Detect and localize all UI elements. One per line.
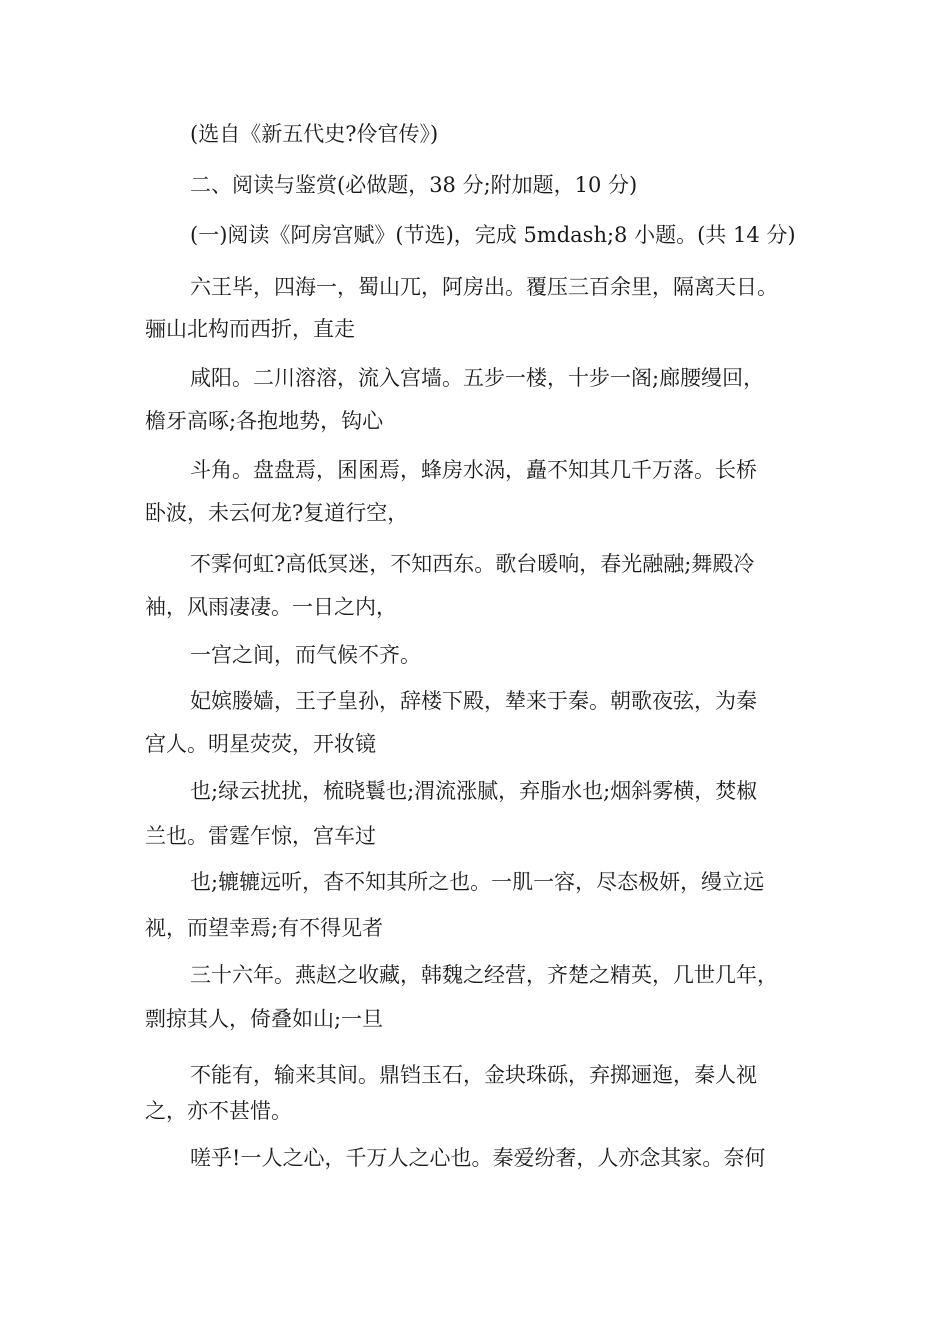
question-instruction: (一)阅读《阿房宫赋》(节选)，完成 5mdash;8 小题。(共 14 分) xyxy=(190,223,796,247)
text-line: 六王毕，四海一，蜀山兀，阿房出。覆压三百余里，隔离天日。 xyxy=(190,275,778,299)
text-line: 三十六年。燕赵之收藏，韩魏之经营，齐楚之精英，几世几年， xyxy=(190,963,778,987)
text-line: 视，而望幸焉;有不得见者 xyxy=(145,916,384,940)
text-line: 斗角。盘盘焉，囷囷焉，蜂房水涡，矗不知其几千万落。长桥 xyxy=(190,458,757,482)
text-line: 不霁何虹?高低冥迷，不知西东。歌台暖响，春光融融;舞殿冷 xyxy=(190,552,755,576)
text-line: 剽掠其人，倚叠如山;一旦 xyxy=(145,1007,384,1031)
section-heading: 二、阅读与鉴赏(必做题，38 分;附加题，10 分) xyxy=(190,173,638,197)
text-line: 咸阳。二川溶溶，流入宫墙。五步一楼，十步一阁;廊腰缦回， xyxy=(190,366,765,390)
source-citation: (选自《新五代史?伶官传》) xyxy=(190,122,439,146)
text-line: 宫人。明星荧荧，开妆镜 xyxy=(145,732,376,756)
text-line: 嗟乎!一人之心，千万人之心也。秦爱纷奢，人亦念其家。奈何 xyxy=(190,1146,766,1170)
text-line: 妃嫔媵嫱，王子皇孙，辞楼下殿，辇来于秦。朝歌夜弦，为秦 xyxy=(190,689,757,713)
text-line: 也;绿云扰扰，梳晓鬟也;渭流涨腻，弃脂水也;烟斜雾横，焚椒 xyxy=(190,779,758,803)
text-line: 兰也。雷霆乍惊，宫车过 xyxy=(145,824,376,848)
text-line: 袖，风雨凄凄。一日之内， xyxy=(145,595,397,619)
text-line: 之，亦不甚惜。 xyxy=(145,1099,292,1123)
text-line: 一宫之间，而气候不齐。 xyxy=(190,643,421,667)
text-line: 也;辘辘远听，杳不知其所之也。一肌一容，尽态极妍，缦立远 xyxy=(190,870,765,894)
text-line: 不能有，输来其间。鼎铛玉石，金块珠砾，弃掷逦迤，秦人视 xyxy=(190,1063,757,1087)
text-line: 檐牙高啄;各抱地势，钩心 xyxy=(145,409,384,433)
text-line: 骊山北构而西折，直走 xyxy=(145,317,355,341)
text-line: 卧波，未云何龙?复道行空， xyxy=(145,501,409,525)
